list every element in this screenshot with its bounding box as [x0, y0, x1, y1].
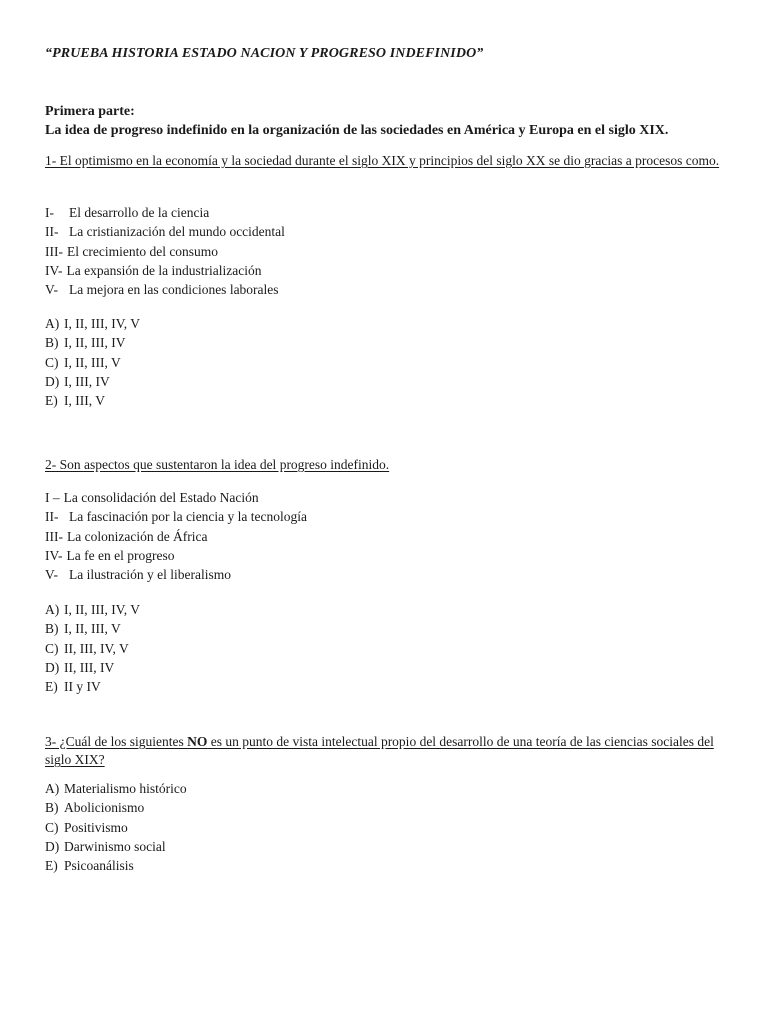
statement-item: [45, 488, 728, 507]
option-letter: B): [45, 800, 59, 816]
answer-option: [45, 779, 728, 798]
statement-item: [45, 242, 728, 261]
answer-option: [45, 314, 728, 333]
question-emphasis: NO: [187, 734, 208, 749]
option-text: Abolicionismo: [64, 800, 145, 816]
question-text-end: es un punto de vista intelectual propio del desarrollo de una teoría de las ciencias sociales del siglo XIX?: [45, 734, 714, 767]
statement-text: La expansión de la industrialización: [66, 262, 262, 278]
statement-text: El desarrollo de la ciencia: [69, 205, 210, 220]
option-text: I, III, IV: [64, 373, 110, 389]
option-text: II, III, IV, V: [64, 640, 129, 656]
option-text: I, II, III, IV, V: [64, 316, 140, 331]
question-3-options: [45, 779, 728, 875]
answer-option: [45, 818, 728, 837]
option-letter: C): [45, 354, 59, 370]
statement-text: La cristianización del mundo occidental: [69, 224, 285, 240]
option-letter: A): [45, 602, 60, 617]
statement-number: V-: [45, 282, 59, 298]
question-text: [45, 733, 728, 769]
statement-item: [45, 546, 728, 565]
option-letter: E): [45, 679, 58, 695]
part-label: Primera parte:: [45, 104, 135, 119]
statement-text: La fe en el progreso: [66, 547, 175, 563]
question-text: 2- Son aspectos que sustentaron la idea del progreso indefinido.: [45, 457, 390, 472]
option-text: II, III, IV: [64, 659, 115, 675]
question-2-options: [45, 600, 728, 696]
question-1-options: [45, 314, 728, 410]
question-2-statements: [45, 488, 728, 584]
statement-text: La fascinación por la ciencia y la tecnología: [69, 509, 308, 525]
option-letter: E): [45, 858, 58, 874]
answer-option: [45, 856, 728, 875]
statement-text: La consolidación del Estado Nación: [63, 490, 259, 505]
statement-item: [45, 507, 728, 526]
option-letter: C): [45, 640, 59, 656]
option-letter: A): [45, 316, 60, 331]
statement-item: [45, 222, 728, 241]
statement-number: IV-: [45, 262, 63, 278]
statement-item: [45, 280, 728, 299]
option-letter: D): [45, 838, 60, 854]
option-text: I, II, III, IV: [64, 335, 126, 351]
statement-number: III-: [45, 528, 63, 544]
question-1-statements: [45, 203, 728, 299]
option-letter: C): [45, 819, 59, 835]
option-letter: A): [45, 781, 60, 796]
option-text: II y IV: [64, 679, 101, 695]
question-2-prompt: [45, 456, 728, 474]
answer-option: [45, 677, 728, 696]
option-text: I, II, III, V: [64, 621, 121, 637]
statement-item: [45, 203, 728, 222]
statement-number: V-: [45, 567, 59, 583]
answer-option: [45, 372, 728, 391]
statement-number: I-: [45, 205, 54, 220]
statement-number: II-: [45, 509, 59, 525]
statement-number: III-: [45, 243, 63, 259]
option-text: I, II, III, IV, V: [64, 602, 140, 617]
answer-option: [45, 619, 728, 638]
option-letter: E): [45, 393, 58, 409]
option-text: Darwinismo social: [64, 838, 166, 854]
option-letter: D): [45, 659, 60, 675]
option-letter: B): [45, 335, 59, 351]
answer-option: [45, 639, 728, 658]
option-letter: B): [45, 621, 59, 637]
statement-item: [45, 527, 728, 546]
option-text: Materialismo histórico: [64, 781, 187, 796]
option-letter: D): [45, 373, 60, 389]
option-text: I, II, III, V: [64, 354, 121, 370]
answer-option: [45, 333, 728, 352]
answer-option: [45, 837, 728, 856]
statement-number: I –: [45, 490, 60, 505]
statement-text: La mejora en las condiciones laborales: [69, 282, 279, 298]
statement-number: II-: [45, 224, 59, 240]
answer-option: [45, 353, 728, 372]
statement-number: IV-: [45, 547, 63, 563]
part-heading: [45, 102, 668, 140]
option-text: I, III, V: [64, 393, 105, 409]
question-text: 1- El optimismo en la economía y la sociedad durante el siglo XIX y principios del siglo XX se dio gracias a procesos como.: [45, 153, 720, 168]
answer-option: [45, 658, 728, 677]
statement-text: La colonización de África: [66, 528, 208, 544]
document-title: “PRUEBA HISTORIA ESTADO NACION Y PROGRESO INDEFINIDO”: [45, 46, 484, 61]
question-text-start: 3- ¿Cuál de los siguientes: [45, 734, 188, 749]
option-text: Positivismo: [64, 819, 128, 835]
question-3-prompt: [45, 733, 728, 769]
part-subtitle: La idea de progreso indefinido en la organización de las sociedades en América y Europa en el siglo XIX.: [45, 123, 669, 138]
option-text: Psicoanálisis: [64, 858, 134, 874]
statement-text: El crecimiento del consumo: [66, 243, 219, 259]
answer-option: [45, 798, 728, 817]
statement-item: [45, 565, 728, 584]
answer-option: [45, 600, 728, 619]
statement-item: [45, 261, 728, 280]
answer-option: [45, 391, 728, 410]
question-1-prompt: [45, 152, 728, 170]
statement-text: La ilustración y el liberalismo: [69, 567, 231, 583]
